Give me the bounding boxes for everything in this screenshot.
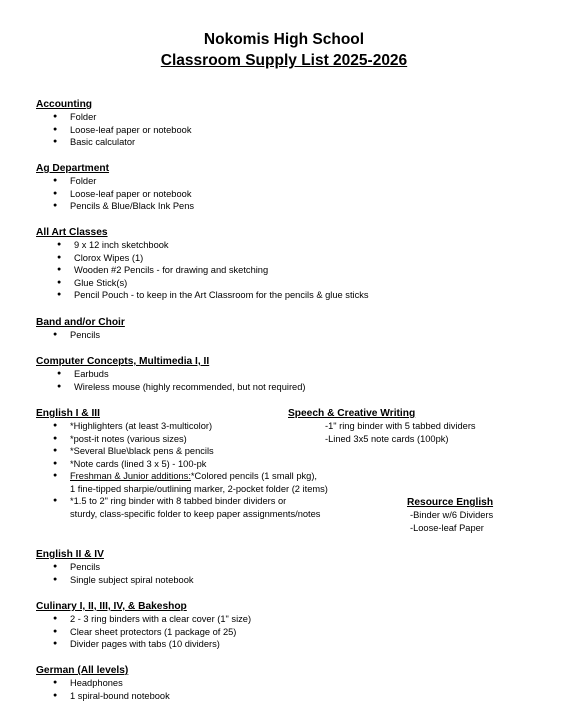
section-title: Culinary I, II, III, IV, & Bakeshop — [36, 601, 187, 612]
section-title: Ag Department — [36, 163, 110, 174]
section-title: Resource English — [407, 497, 494, 508]
section-title: Computer Concepts, Multimedia I, II — [36, 356, 210, 367]
school-name: Nokomis High School — [203, 31, 365, 48]
list-item: ● Basic calculator — [53, 137, 136, 147]
list-item: ● Headphones — [53, 678, 123, 688]
list-item: ● Clorox Wipes (1) — [57, 252, 144, 263]
section-english-2-4 — [36, 548, 194, 586]
list-item: ● Loose-leaf paper or notebook — [53, 124, 192, 135]
list-item: ● Pencils — [53, 330, 100, 340]
list-item: ● Glue Stick(s) — [57, 277, 128, 288]
section-english-1-3 — [36, 407, 328, 520]
section-accounting — [36, 98, 192, 149]
section-art — [36, 226, 369, 302]
list-item: ● Pencils — [53, 562, 100, 572]
section-title: English II & IV — [36, 549, 104, 560]
list-item: ● Loose-leaf paper or notebook — [53, 188, 192, 199]
list-item: ● Pencil Pouch - to keep in the Art Classroom for the pencils & glue sticks — [57, 290, 369, 300]
list-item: ● Divider pages with tabs (10 dividers) — [53, 639, 220, 649]
list-item: ● *Highlighters (at least 3-multicolor) — [53, 421, 213, 431]
list-item: ● Wireless mouse (highly recommended, but not required) — [57, 381, 306, 392]
list-title: Classroom Supply List 2025-2026 — [160, 52, 408, 69]
list-item: ● Wooden #2 Pencils - for drawing and sketching — [57, 265, 269, 275]
list-item: ● Pencils & Blue/Black Ink Pens — [53, 201, 195, 211]
list-item: ● Folder — [53, 176, 97, 186]
section-german — [36, 664, 170, 702]
list-item: ● Freshman & Junior additions:*Colored pencils (1 small pkg), 1 fine-tipped sharpie/outlining marker, 2-pocket folder (2 items) — [53, 471, 328, 494]
list-item: ● Folder — [53, 112, 97, 122]
section-computer-concepts — [36, 355, 306, 393]
section-title: Accounting — [36, 99, 93, 110]
list-item: ● 9 x 12 inch sketchbook — [57, 240, 169, 250]
section-title: Speech & Creative Writing — [288, 408, 416, 419]
list-item: ● *Note cards (lined 3 x 5) - 100-pk — [53, 458, 207, 469]
list-item: ● *post-it notes (various sizes) — [53, 433, 187, 444]
section-resource-english — [407, 496, 493, 534]
section-title: All Art Classes — [36, 227, 108, 238]
list-item: ● *1.5 to 2" ring binder with 8 tabbed binder dividers or sturdy, class-specific folder to keep paper assignments/notes — [53, 496, 321, 519]
list-item: ● Earbuds — [57, 369, 109, 379]
list-item: ● Single subject spiral notebook — [53, 574, 194, 585]
list-item: -1" ring binder with 5 tabbed dividers — [325, 421, 476, 431]
section-title: Band and/or Choir — [36, 317, 125, 328]
section-band-choir — [36, 316, 125, 342]
list-item: ● Clear sheet protectors (1 package of 25) — [53, 626, 237, 637]
list-item: ● 1 spiral-bound notebook — [53, 690, 170, 701]
section-speech-creative-writing — [288, 407, 476, 445]
freshman-additions-label: Freshman & Junior additions: — [70, 471, 191, 481]
section-title: English I & III — [36, 408, 100, 419]
section-title: German (All levels) — [36, 665, 129, 676]
list-item: -Loose-leaf Paper — [410, 522, 484, 533]
section-culinary — [36, 600, 252, 651]
section-ag-department — [36, 162, 195, 213]
list-item: ● *Several Blue\black pens & pencils — [53, 446, 214, 456]
list-item: ● 2 - 3 ring binders with a clear cover (1" size) — [53, 614, 252, 624]
list-item: -Binder w/6 Dividers — [410, 510, 494, 520]
list-item: -Lined 3x5 note cards (100pk) — [325, 433, 449, 444]
